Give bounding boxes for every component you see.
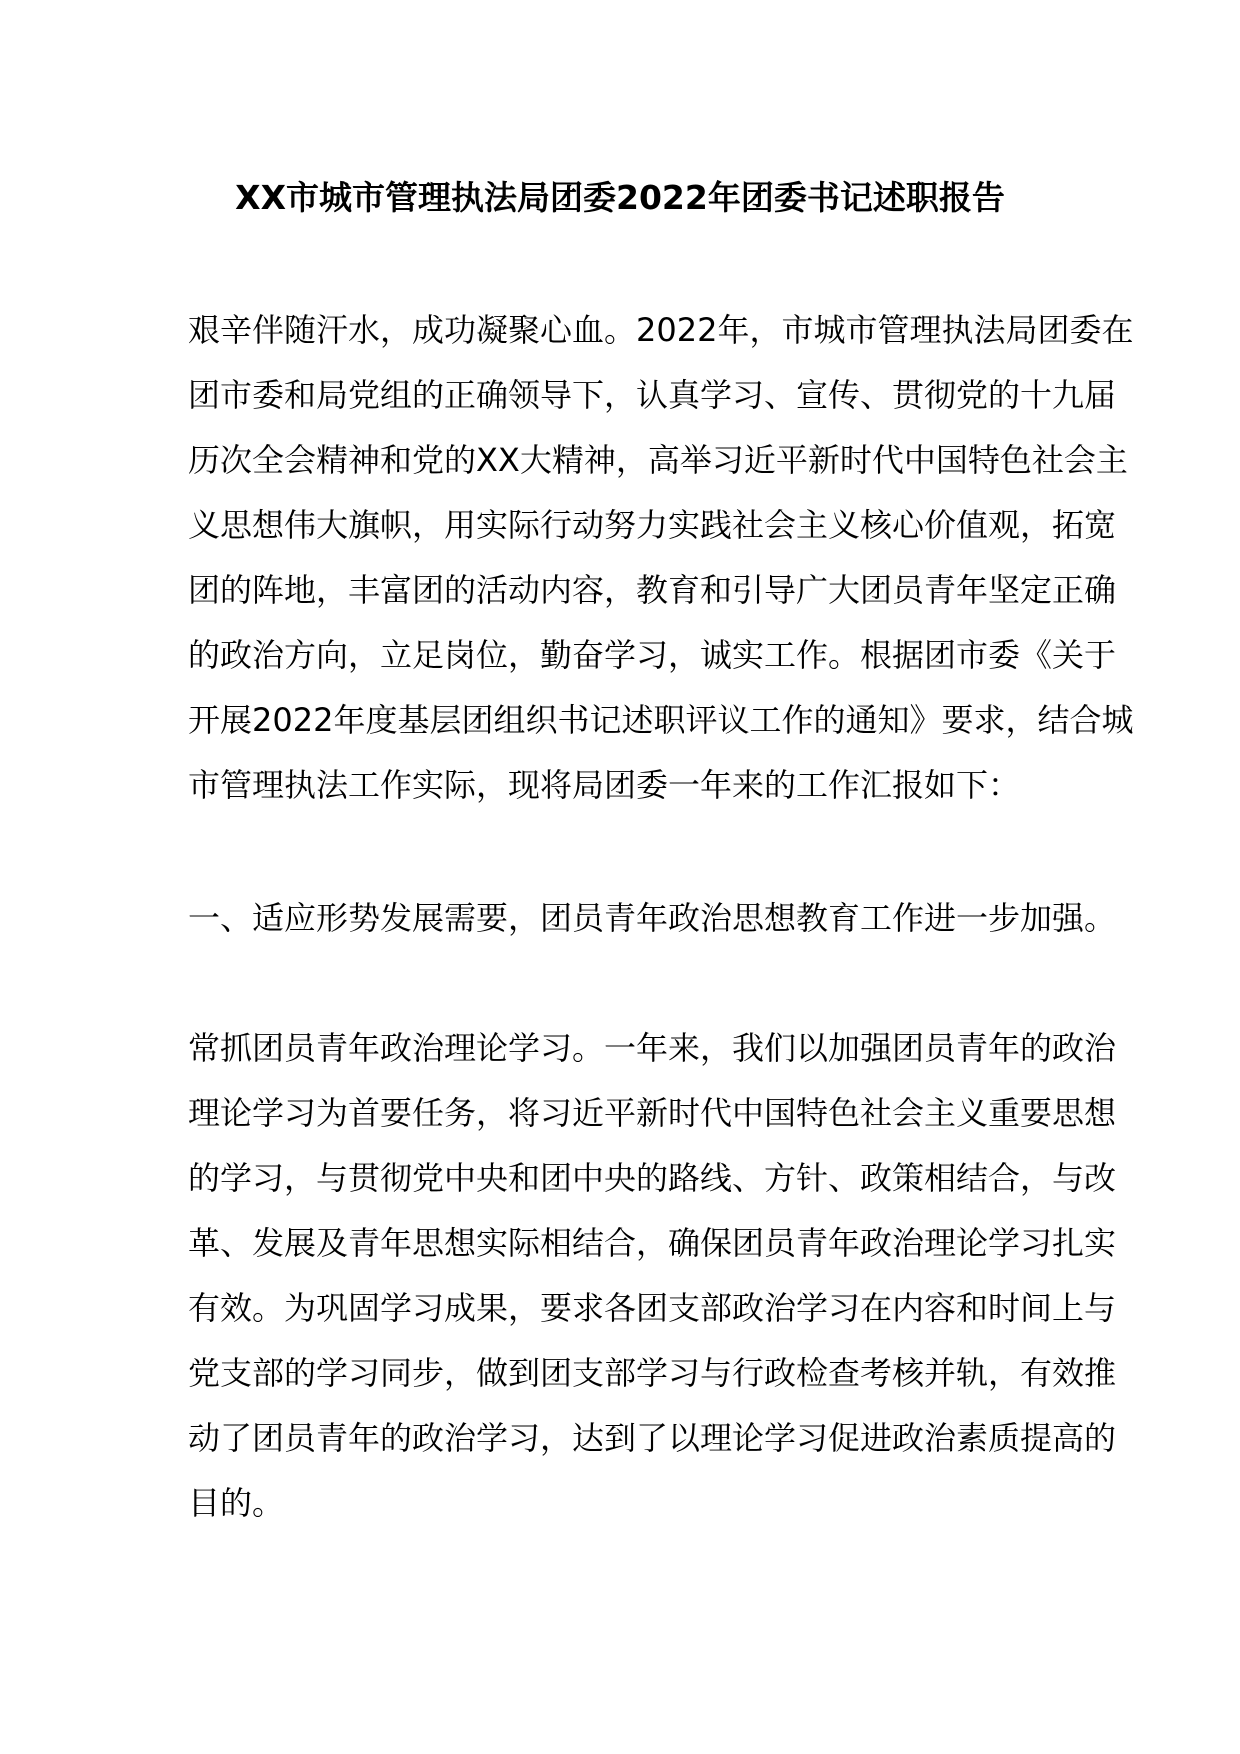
text-line: 艰辛伴随汗水，成功凝聚心血。2022年，市城市管理执法局团委在 bbox=[188, 311, 1134, 349]
section-heading-text: 一、适应形势发展需要，团员青年政治思想教育工作进一步加强。 bbox=[188, 899, 1117, 937]
text-line: 有效。为巩固学习成果，要求各团支部政治学习在内容和时间上与 bbox=[188, 1289, 1117, 1327]
section-heading bbox=[188, 886, 1117, 951]
text-line: 党支部的学习同步，做到团支部学习与行政检查考核并轨，有效推 bbox=[188, 1354, 1117, 1392]
text-line: 历次全会精神和党的XX大精神，高举习近平新时代中国特色社会主 bbox=[188, 441, 1128, 479]
text-line: 市管理执法工作实际，现将局团委一年来的工作汇报如下： bbox=[188, 766, 1021, 804]
text-line: 开展2022年度基层团组织书记述职评议工作的通知》要求，结合城 bbox=[188, 701, 1134, 739]
text-line: 革、发展及青年思想实际相结合，确保团员青年政治理论学习扎实 bbox=[188, 1224, 1117, 1262]
text-line: 理论学习为首要任务，将习近平新时代中国特色社会主义重要思想 bbox=[188, 1094, 1117, 1132]
text-line: 的政治方向，立足岗位，勤奋学习，诚实工作。根据团市委《关于 bbox=[188, 636, 1117, 674]
text-line: 目的。 bbox=[188, 1484, 285, 1522]
section-paragraph bbox=[188, 1016, 1117, 1536]
text-line: 团的阵地，丰富团的活动内容，教育和引导广大团员青年坚定正确 bbox=[188, 571, 1117, 609]
text-line: 义思想伟大旗帜，用实际行动努力实践社会主义核心价值观，拓宽 bbox=[188, 506, 1117, 544]
intro-paragraph bbox=[188, 298, 1134, 818]
text-line: 团市委和局党组的正确领导下，认真学习、宣传、贯彻党的十九届 bbox=[188, 376, 1117, 414]
text-line: 动了团员青年的政治学习，达到了以理论学习促进政治素质提高的 bbox=[188, 1419, 1117, 1457]
document-title: XX市城市管理执法局团委2022年团委书记述职报告 bbox=[235, 178, 1005, 217]
text-line: 常抓团员青年政治理论学习。一年来，我们以加强团员青年的政治 bbox=[188, 1029, 1117, 1067]
text-line: 的学习，与贯彻党中央和团中央的路线、方针、政策相结合，与改 bbox=[188, 1159, 1117, 1197]
